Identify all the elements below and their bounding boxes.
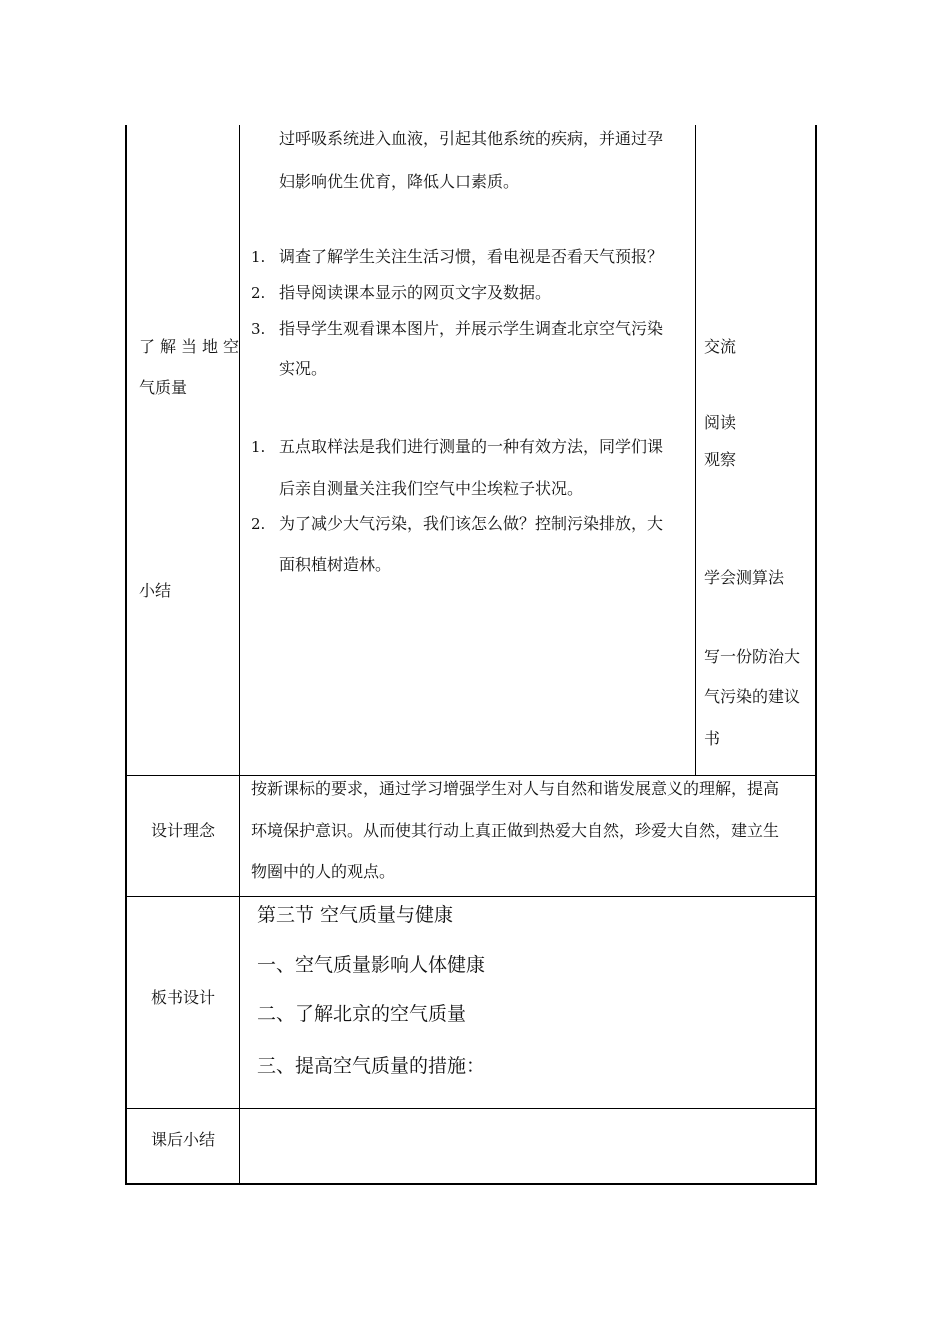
- activity-measure: 学会测算法: [704, 568, 785, 587]
- summary-label: 课后小结: [151, 1130, 216, 1149]
- row1-label-line1: 了解当地空: [139, 337, 245, 356]
- design-line3: 物圈中的人的观点。: [251, 862, 396, 881]
- row1-label-line2: 气质量: [139, 378, 188, 397]
- list2-item1-num: 1.: [251, 438, 266, 456]
- design-line2: 环境保护意识。从而使其行动上真正做到热爱大自然，珍爱大自然，建立生: [251, 821, 780, 840]
- list1-item2-num: 2.: [251, 284, 266, 302]
- row-divider-1: [127, 775, 815, 776]
- design-label: 设计理念: [151, 821, 216, 840]
- list1-item3-cont: 实况。: [279, 359, 328, 378]
- row-divider-2: [127, 896, 815, 897]
- list1-item1-text: 调查了解学生关注生活习惯，看电视是否看天气预报？: [279, 247, 664, 266]
- activity-read: 阅读: [704, 413, 737, 432]
- list1-item1-num: 1.: [251, 248, 266, 266]
- lesson-plan-table: [125, 125, 817, 1185]
- design-line1: 按新课标的要求，通过学习增强学生对人与自然和谐发展意义的理解，提高: [251, 779, 780, 798]
- row1-label-summary: 小结: [139, 581, 172, 600]
- activity-observe: 观察: [704, 450, 737, 469]
- list2-item2-text: 为了减少大气污染，我们该怎么做？控制污染排放，大: [279, 514, 664, 533]
- list2-item2-num: 2.: [251, 515, 266, 533]
- board-item1: 一、空气质量影响人体健康: [257, 954, 486, 976]
- board-title: 第三节 空气质量与健康: [257, 904, 454, 926]
- list1-item2-text: 指导阅读课本显示的网页文字及数据。: [279, 283, 552, 302]
- list1-item3-text: 指导学生观看课本图片，并展示学生调查北京空气污染: [279, 319, 664, 338]
- column-divider-right: [695, 125, 696, 775]
- list2-item1-cont: 后亲自测量关注我们空气中尘埃粒子状况。: [279, 479, 584, 498]
- activity-exchange: 交流: [704, 337, 737, 356]
- intro-line2: 妇影响优生优育，降低人口素质。: [279, 172, 520, 191]
- list2-item2-cont: 面积植树造林。: [279, 555, 392, 574]
- board-item2: 二、了解北京的空气质量: [257, 1003, 467, 1025]
- row-divider-3: [127, 1108, 815, 1109]
- activity-proposal-line3: 书: [704, 729, 721, 748]
- list2-item1-text: 五点取样法是我们进行测量的一种有效方法，同学们课: [279, 437, 664, 456]
- list1-item3-num: 3.: [251, 320, 266, 338]
- activity-proposal-line1: 写一份防治大: [704, 647, 801, 666]
- board-item3: 三、提高空气质量的措施：: [257, 1055, 486, 1077]
- board-label: 板书设计: [151, 988, 216, 1007]
- activity-proposal-line2: 气污染的建议: [704, 687, 801, 706]
- intro-line1: 过呼吸系统进入血液，引起其他系统的疾病，并通过孕: [279, 129, 664, 148]
- column-divider-left: [239, 125, 240, 1183]
